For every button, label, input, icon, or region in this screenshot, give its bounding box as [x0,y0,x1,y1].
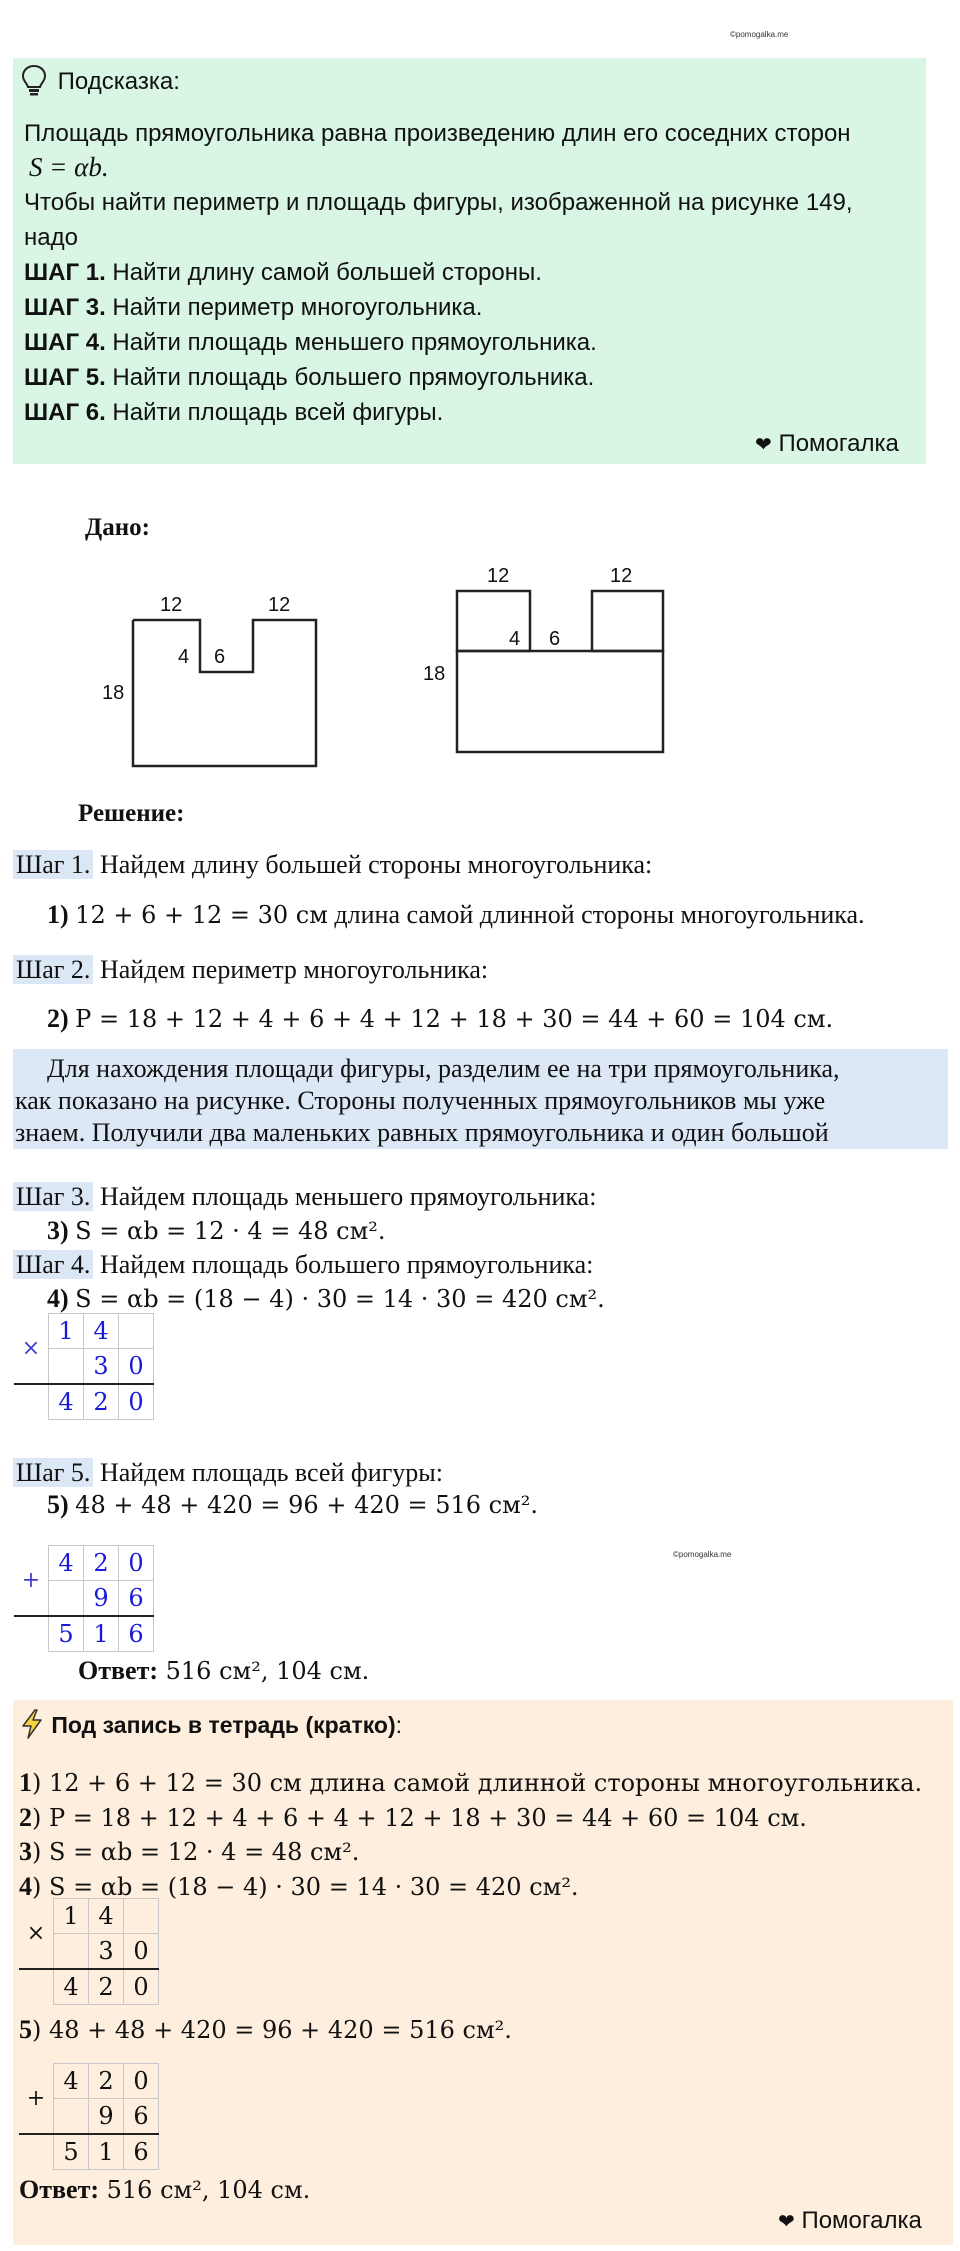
label-notch-width: 6 [214,646,226,668]
notes-header [19,1708,402,1740]
step4-line [13,1250,593,1280]
eq4: S = αb = (18 − 4) · 30 = 14 · 30 = 420 см². [75,1285,605,1313]
digit [54,2099,89,2135]
band-line-3: знаем. Получили два маленьких равных прямоугольника и один большой [15,1118,829,1147]
addition-grid [14,1545,154,1652]
blank-cell [14,1384,49,1420]
step2-tag: Шаг 2. [13,955,93,984]
notes-box [13,1700,953,2245]
small-rectangle-right [592,591,663,651]
hint-step-text: Найти длину самой большей стороны. [112,259,542,286]
digit: 2 [84,1546,119,1581]
step1-line [13,850,652,880]
plus-sign: + [14,1546,49,1617]
digit: 4 [49,1546,84,1581]
multiplication-grid [14,1313,154,1420]
explanation-band [13,1049,948,1149]
eq2: P = 18 + 12 + 4 + 6 + 4 + 12 + 18 + 30 = 44 + 60 = 104 см. [75,1005,834,1033]
band-line-2: как показано на рисунке. Стороны полученных прямоугольников мы уже [15,1086,826,1115]
note-line-5 [19,2015,512,2045]
step1-text: Найдем длину большей стороны многоугольника: [93,850,653,879]
digit: 1 [89,2134,124,2170]
note-line-3 [19,1837,359,1867]
blank-cell [19,1969,54,2005]
note-text: ) P = 18 + 12 + 4 + 6 + 4 + 12 + 18 + 30 = 44 + 60 = 104 см. [32,1804,807,1832]
answer-value: 516 см², 104 см. [158,1657,370,1685]
step4-tag: Шаг 4. [13,1250,93,1279]
hint-step-tag: ШАГ 1. [24,259,106,286]
eq4-line [47,1284,605,1314]
note-num: 2 [19,1803,32,1832]
step3-line [13,1182,596,1212]
hint-step-tag: ШАГ 5. [24,364,106,391]
notes-colon: : [395,1712,403,1738]
heart-icon: ❤ [778,2209,795,2233]
note-num: 5 [19,2015,32,2044]
eq1-num: 1) [47,900,69,929]
hint-formula-lhs: S [29,152,43,182]
digit: 1 [54,1899,89,1934]
band-line-1: Для нахождения площади фигуры, разделим ее на три прямоугольника, [47,1054,840,1083]
eq1-line [47,900,865,930]
hint-step-3 [24,325,597,360]
step4-text: Найдем площадь большего прямоугольника: [93,1250,594,1279]
notes-answer-line [19,2175,310,2205]
step5-text: Найдем площадь всей фигуры: [93,1458,443,1487]
given-label: Дано: [85,514,150,541]
digit: 6 [119,1581,154,1617]
hint-line1: Площадь прямоугольника равна произведению длин его соседних сторон [24,120,851,147]
digit: 6 [124,2099,159,2135]
eq4-num: 4) [47,1284,69,1313]
hint-step-tag: ШАГ 3. [24,294,106,321]
hint-line3: Чтобы найти периметр и площадь фигуры, изображенной на рисунке 149, [24,189,853,216]
big-rectangle [457,651,663,752]
multiply-sign: × [19,1899,54,1970]
step2-text: Найдем периметр многоугольника: [93,955,489,984]
solution-label: Решение: [78,800,185,827]
figure-left [90,585,330,770]
digit [49,1581,84,1617]
answer-label: Ответ: [78,1656,159,1685]
digit: 3 [89,1934,124,1970]
notes-title: Под запись в тетрадь (кратко) [51,1712,396,1738]
digit: 0 [124,2064,159,2099]
step5-tag: Шаг 5. [13,1458,93,1487]
digit: 0 [124,1969,159,2005]
hint-step-text: Найти площадь всей фигуры. [112,399,444,426]
digit: 9 [84,1581,119,1617]
digit: 2 [89,1969,124,2005]
eq5-num: 5) [47,1490,69,1519]
digit: 2 [84,1384,119,1420]
eq5-line [47,1490,538,1520]
digit: 6 [119,1616,154,1652]
answer-line [78,1656,369,1686]
hint-step-text: Найти площадь меньшего прямоугольника. [112,329,597,356]
hint-step-2 [24,290,482,325]
notes-brand [778,2207,922,2235]
watermark-middle: ©pomogalka.me [673,1550,732,1559]
eq3-num: 3) [47,1216,69,1245]
step5-line [13,1458,443,1488]
hint-box [13,58,926,464]
note-num: 4 [19,1872,32,1901]
hint-step-tag: ШАГ 6. [24,399,106,426]
watermark-top: ©pomogalka.me [730,30,789,39]
digit: 0 [124,1934,159,1970]
lightbulb-icon [21,64,47,96]
step1-tag: Шаг 1. [13,850,93,879]
digit: 1 [49,1314,84,1349]
digit: 4 [89,1899,124,1934]
digit: 9 [89,2099,124,2135]
eq5: 48 + 48 + 420 = 96 + 420 = 516 см². [75,1491,539,1519]
brand-label: Помогалка [801,2207,922,2234]
hint-header [21,64,180,99]
step2-line [13,955,488,985]
digit: 3 [84,1349,119,1385]
label-side: 18 [423,663,446,685]
eq3-line [47,1216,386,1246]
note-num: 3 [19,1837,32,1866]
digit: 4 [49,1384,84,1420]
digit: 2 [89,2064,124,2099]
label-notch-depth: 4 [509,628,521,650]
digit [119,1314,154,1349]
eq1: 12 + 6 + 12 = 30 см [75,901,328,929]
hint-step-text: Найти площадь большего прямоугольника. [112,364,595,391]
hint-line4: надо [24,224,78,251]
eq2-line [47,1004,833,1034]
note-line-1 [19,1768,922,1798]
hint-step-4 [24,360,594,395]
note-text: ) 48 + 48 + 420 = 96 + 420 = 516 см². [32,2016,512,2044]
label-notch-width: 6 [549,628,561,650]
figure-right [415,555,675,760]
hint-step-5 [24,395,443,430]
hint-title: Подсказка: [57,68,180,95]
plus-sign: + [19,2064,54,2135]
step3-tag: Шаг 3. [13,1182,93,1211]
hint-step-1 [24,255,542,290]
hint-formula-rhs: = αb. [49,152,109,182]
eq3: S = αb = 12 · 4 = 48 см². [75,1217,386,1245]
notes-multiplication-grid [19,1898,159,2005]
note-text: ) 12 + 6 + 12 = 30 см длина самой длинной стороны многоугольника. [32,1769,923,1797]
note-text: ) S = αb = 12 · 4 = 48 см². [32,1838,360,1866]
digit: 0 [119,1384,154,1420]
label-top-right: 12 [268,594,291,616]
digit: 0 [119,1349,154,1385]
multiply-sign: × [14,1314,49,1385]
note-line-2 [19,1803,807,1833]
label-side: 18 [102,682,125,704]
heart-icon: ❤ [755,432,772,456]
label-notch-depth: 4 [178,646,190,668]
digit [124,1899,159,1934]
digit: 6 [124,2134,159,2170]
figure-left-outline [133,620,316,766]
digit [54,1934,89,1970]
label-top-left: 12 [160,594,183,616]
digit: 4 [54,1969,89,2005]
eq2-num: 2) [47,1004,69,1033]
hint-brand [755,426,899,462]
digit: 0 [119,1546,154,1581]
digit: 4 [54,2064,89,2099]
blank-cell [14,1616,49,1652]
hint-formula [29,150,109,186]
digit: 4 [84,1314,119,1349]
eq1-note: длина самой длинной стороны многоугольника. [327,900,865,929]
note-text: ) S = αb = (18 − 4) · 30 = 14 · 30 = 420 см². [32,1873,579,1901]
label-top-right: 12 [610,565,633,587]
hint-step-text: Найти периметр многоугольника. [112,294,483,321]
answer-label: Ответ: [19,2175,100,2204]
step3-text: Найдем площадь меньшего прямоугольника: [93,1182,597,1211]
digit: 5 [54,2134,89,2170]
hint-step-tag: ШАГ 4. [24,329,106,356]
answer-value: 516 см², 104 см. [99,2176,311,2204]
notes-addition-grid [19,2063,159,2170]
lightning-icon [19,1708,45,1740]
digit: 5 [49,1616,84,1652]
blank-cell [19,2134,54,2170]
brand-label: Помогалка [778,430,899,457]
label-top-left: 12 [487,565,510,587]
digit [49,1349,84,1385]
digit: 1 [84,1616,119,1652]
note-num: 1 [19,1768,32,1797]
